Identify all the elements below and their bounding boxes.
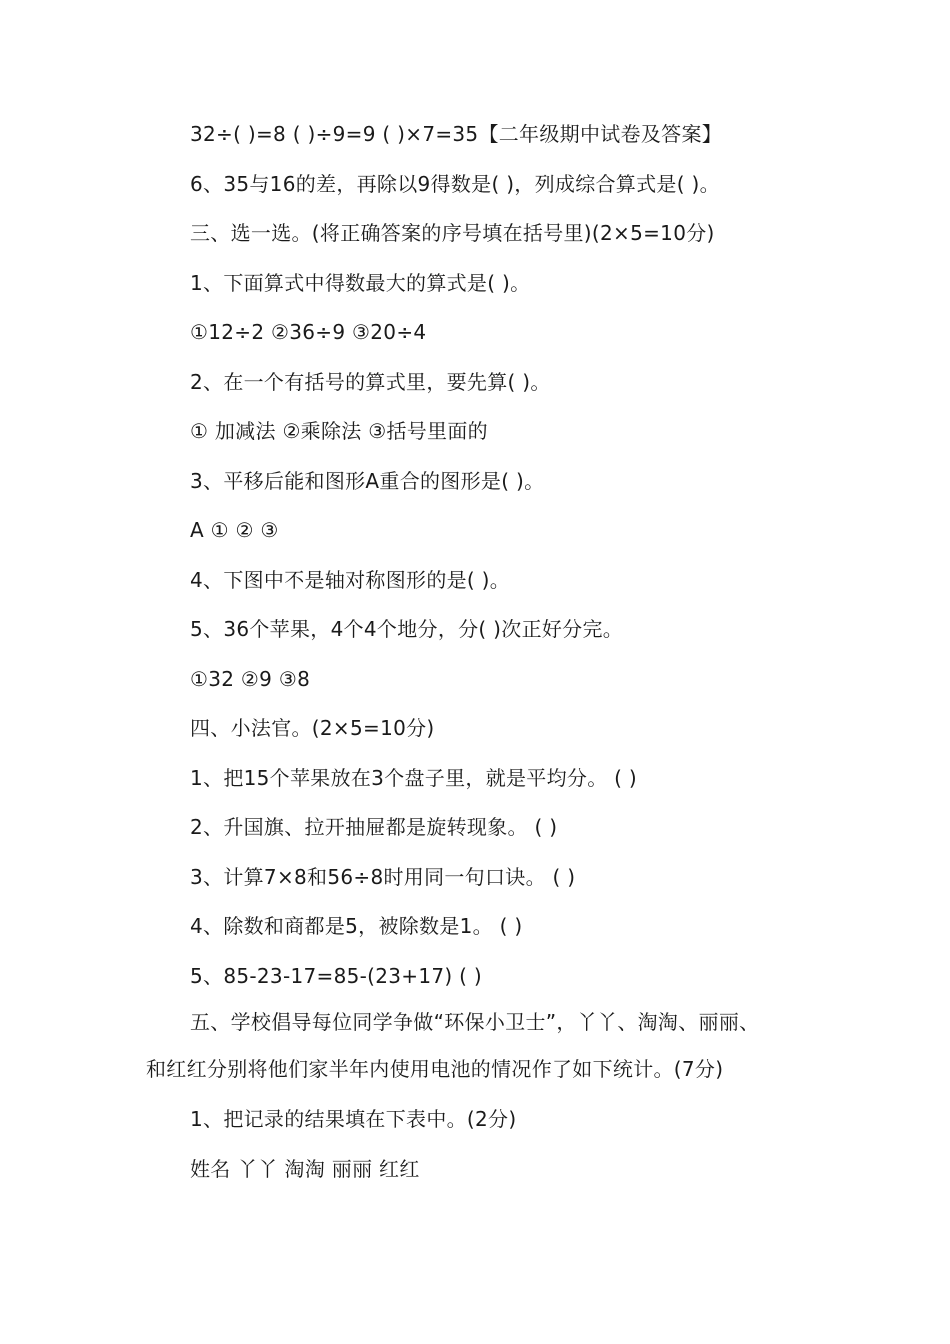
text-line: 6、35与16的差，再除以9得数是( )，列成综合算式是( )。 xyxy=(190,171,720,196)
section-heading-continued: 和红红分别将他们家半年内使用电池的情况作了如下统计。(7分) xyxy=(146,1057,724,1081)
options-line: A ① ② ③ xyxy=(190,518,279,542)
question-line: 5、36个苹果，4个4个地分，分( )次正好分完。 xyxy=(190,617,624,641)
document-body xyxy=(146,110,826,1194)
judgement-line: 1、把15个苹果放在3个盘子里，就是平均分。 ( ) xyxy=(190,765,638,790)
question-line: 3、平移后能和图形A重合的图形是( )。 xyxy=(190,468,545,493)
table-header-line: 姓名 丫丫 淘淘 丽丽 红红 xyxy=(190,1156,420,1181)
options-line: ① 加减法 ②乘除法 ③括号里面的 xyxy=(190,419,488,443)
judgement-line: 2、升国旗、拉开抽屉都是旋转现象。 ( ) xyxy=(190,815,558,839)
question-line: 1、把记录的结果填在下表中。(2分) xyxy=(190,1107,517,1131)
section-heading: 五、学校倡导每位同学争做“环保小卫士”，丫丫、淘淘、丽丽、 xyxy=(190,1010,760,1034)
question-line: 4、下图中不是轴对称图形的是( )。 xyxy=(190,567,511,592)
judgement-line: 3、计算7×8和56÷8时用同一句口诀。 ( ) xyxy=(190,864,576,889)
options-line: ①12÷2 ②36÷9 ③20÷4 xyxy=(190,320,427,344)
options-line: ①32 ②9 ③8 xyxy=(190,666,311,691)
section-heading: 三、选一选。(将正确答案的序号填在括号里)(2×5=10分) xyxy=(190,221,715,245)
section-heading: 四、小法官。(2×5=10分) xyxy=(190,716,435,740)
question-line: 1、下面算式中得数最大的算式是( )。 xyxy=(190,270,531,295)
question-line: 2、在一个有括号的算式里，要先算( )。 xyxy=(190,369,551,394)
text-line: 32÷( )=8 ( )÷9=9 ( )×7=35【二年级期中试卷及答案】 xyxy=(190,122,723,146)
judgement-line: 4、除数和商都是5，被除数是1。 ( ) xyxy=(190,914,523,938)
judgement-line: 5、85-23-17=85-(23+17) ( ) xyxy=(190,963,483,988)
